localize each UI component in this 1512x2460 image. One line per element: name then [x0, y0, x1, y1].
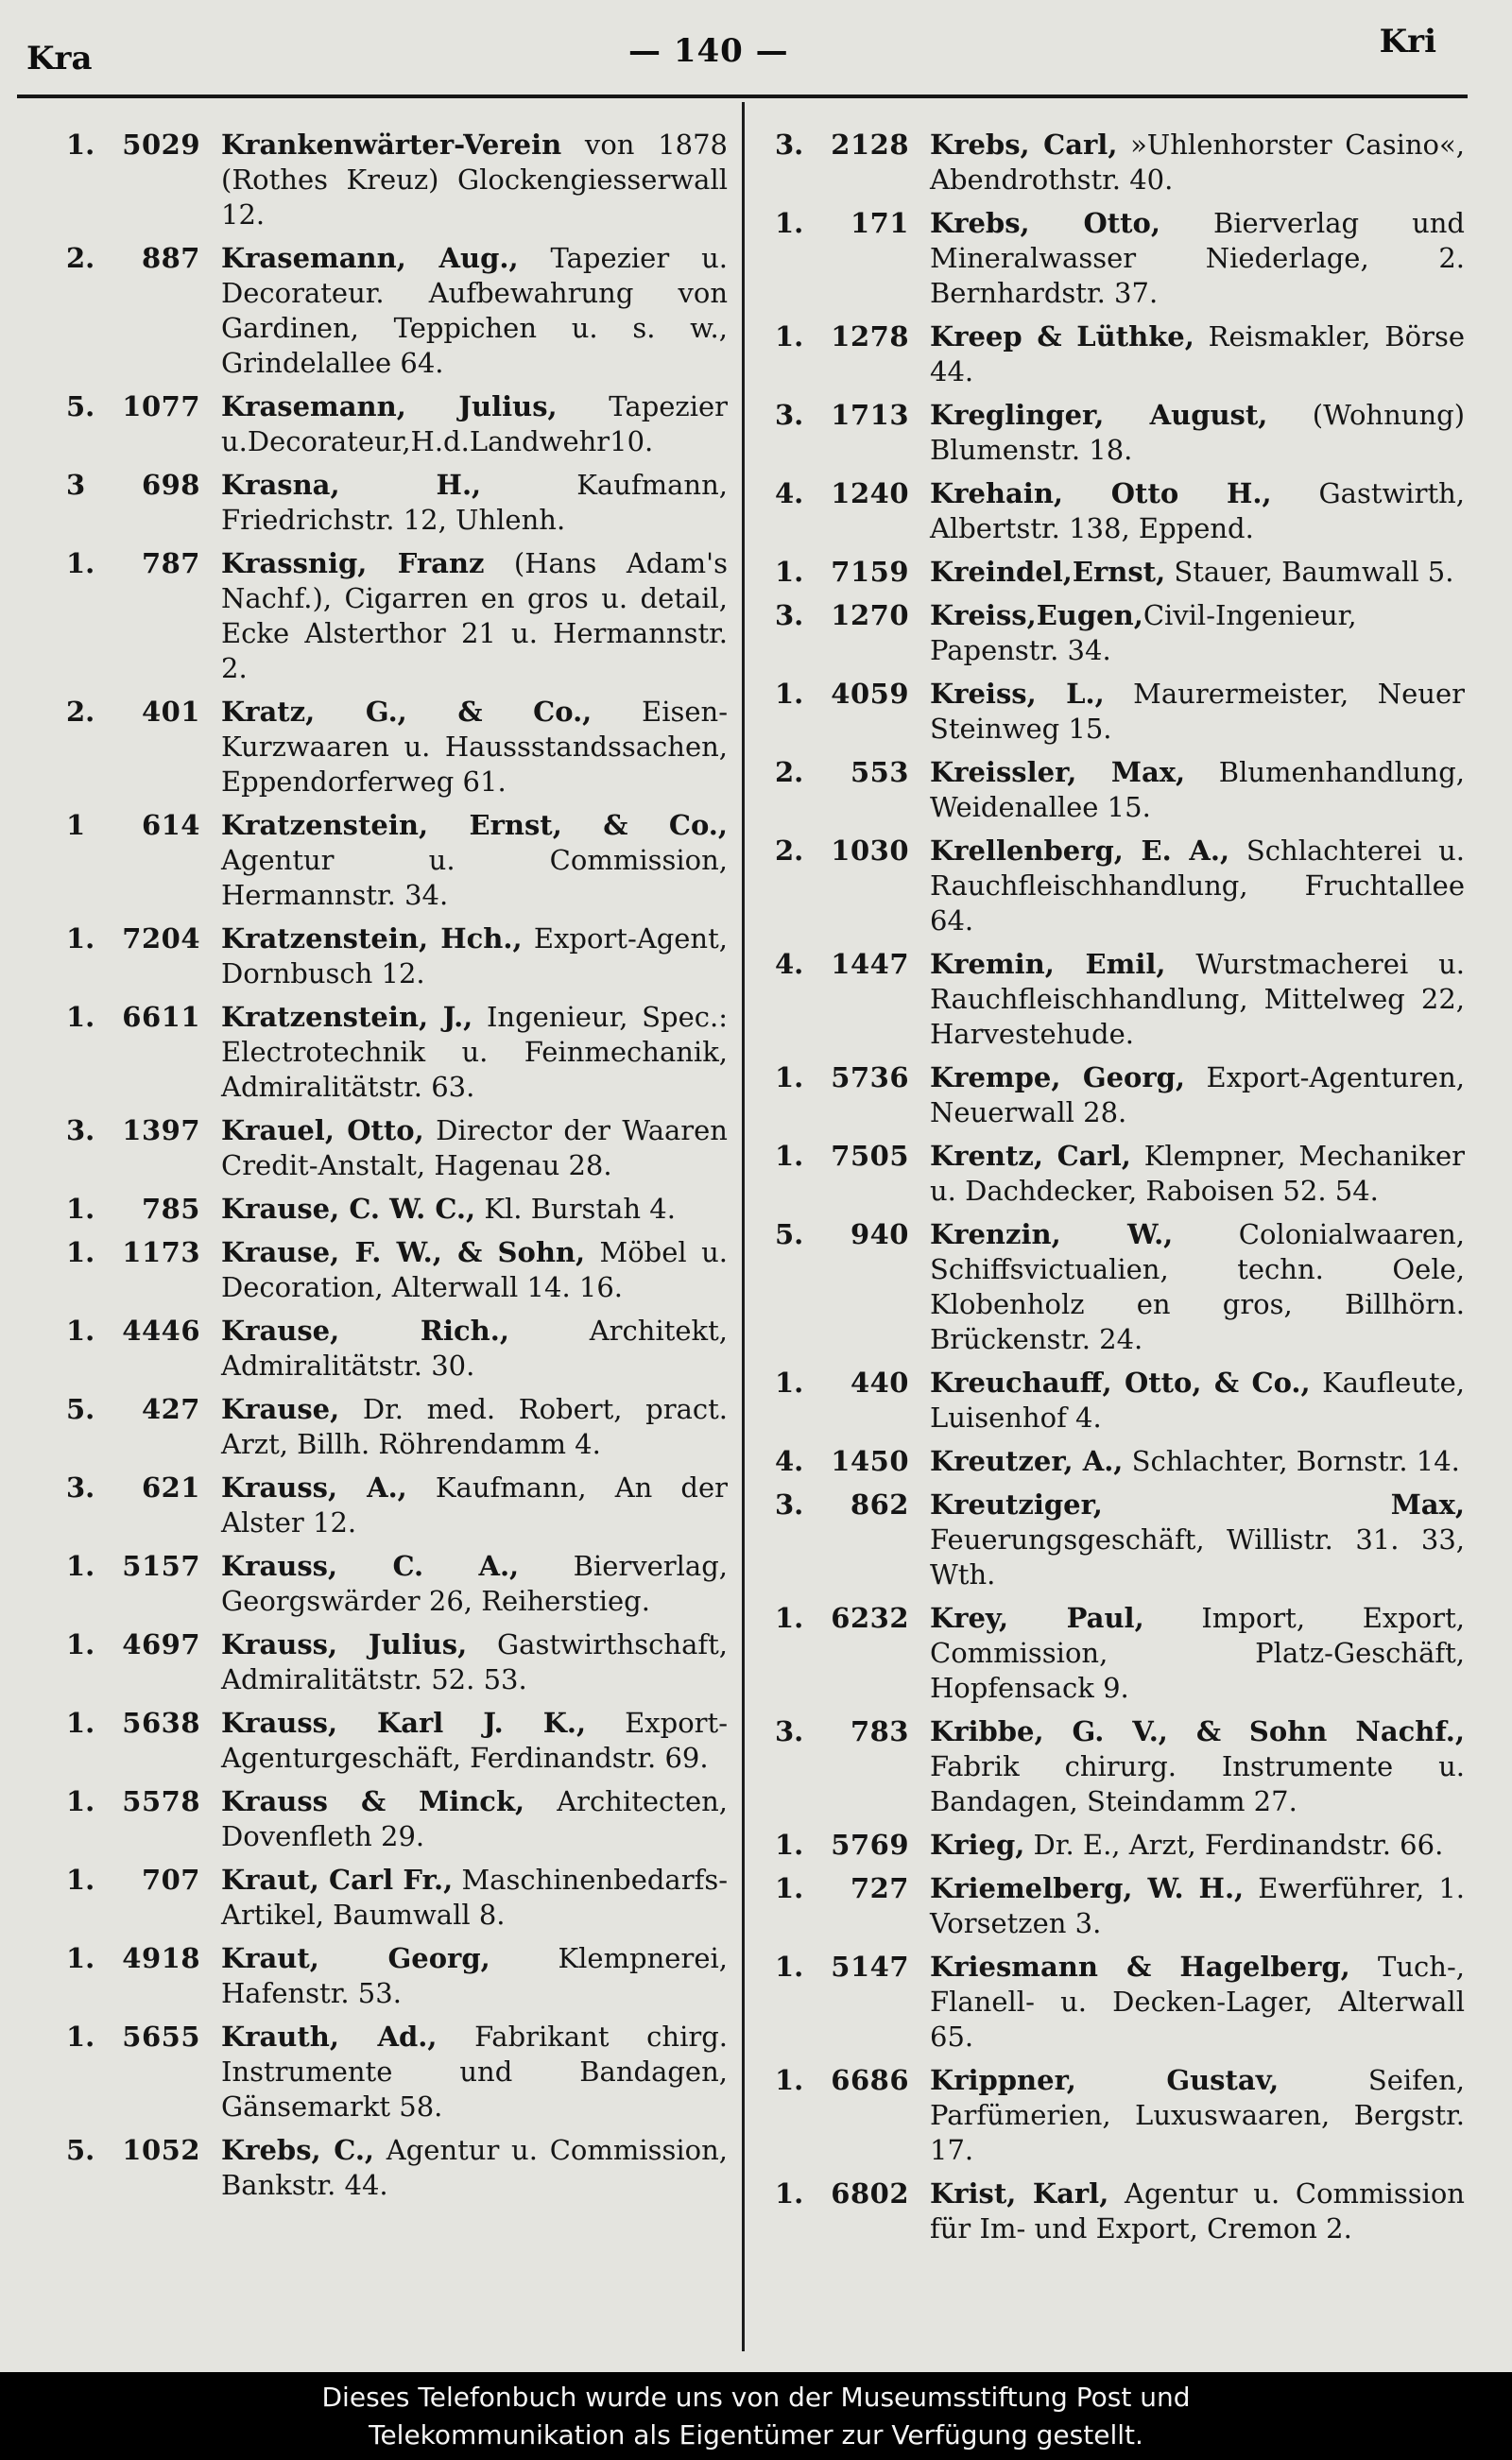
- phone-number: 1278: [831, 320, 909, 353]
- exchange-district: 1.: [775, 320, 804, 353]
- exchange-district: 2.: [66, 696, 95, 728]
- subscriber-details: Klempnerei, Hafenstr. 53.: [221, 1942, 728, 2009]
- phone-number: 6686: [831, 2064, 909, 2096]
- subscriber-name: Krause, Rich.,: [221, 1315, 509, 1347]
- exchange-district: 5.: [775, 1218, 804, 1250]
- entry-text: [930, 2063, 1465, 2168]
- directory-entry: [66, 1192, 728, 1227]
- entry-text: [930, 1871, 1465, 1941]
- subscriber-name: Krist, Karl,: [930, 2177, 1109, 2210]
- entry-text: [221, 1627, 728, 1697]
- directory-entry: [775, 398, 1465, 468]
- entry-text: [930, 128, 1465, 198]
- entry-text: [930, 598, 1465, 668]
- exchange-district: 1.: [66, 2021, 95, 2053]
- entry-text: [930, 319, 1465, 389]
- phone-number: 5736: [831, 1061, 909, 1093]
- directory-entry: [66, 1627, 728, 1697]
- exchange-district: 1.: [66, 1550, 95, 1582]
- subscriber-name: Kraut, Carl Fr.,: [221, 1864, 454, 1896]
- subscriber-details: Architekt, Admiralitätstr. 30.: [221, 1315, 728, 1382]
- subscriber-name: Krause, F. W., & Sohn,: [221, 1236, 586, 1268]
- header-range-start: Kra: [26, 40, 93, 77]
- entry-text: [221, 1000, 728, 1105]
- exchange-district: 2.: [66, 242, 95, 274]
- phone-number: 7505: [831, 1140, 909, 1172]
- exchange-district: 1.: [66, 1001, 95, 1033]
- subscriber-details: Fabrik chirurg. Instrumente u. Bandagen, Steindamm 27.: [930, 1750, 1465, 1817]
- entry-text: [930, 206, 1465, 311]
- subscriber-name: Krauss & Minck,: [221, 1785, 525, 1817]
- subscriber-details: Fabrikant chirg. Instrumente und Bandagen, Gänsemarkt 58.: [221, 2021, 728, 2123]
- exchange-district: 1.: [775, 1951, 804, 1983]
- directory-entry: [775, 2063, 1465, 2168]
- directory-entry: [66, 2133, 728, 2203]
- exchange-district: 3.: [775, 1715, 804, 1747]
- entry-text: [221, 468, 728, 538]
- directory-entry: [66, 1392, 728, 1462]
- exchange-district: 2.: [775, 756, 804, 788]
- subscriber-details: Kaufmann, Friedrichstr. 12, Uhlenh.: [221, 469, 728, 536]
- phone-number: 4918: [122, 1942, 200, 1974]
- phone-number: 862: [850, 1488, 909, 1521]
- subscriber-details: Schlachter, Bornstr. 14.: [1123, 1445, 1460, 1477]
- directory-entry: [66, 1784, 728, 1854]
- directory-entry: [775, 2176, 1465, 2246]
- exchange-district: 1.: [775, 556, 804, 588]
- directory-entry: [66, 1314, 728, 1384]
- subscriber-details: (Wohnung) Blumenstr. 18.: [930, 399, 1466, 466]
- phone-number: 614: [141, 809, 200, 841]
- subscriber-details: Feuerungsgeschäft, Willistr. 31. 33, Wth.: [930, 1523, 1465, 1591]
- entry-text: [221, 1549, 728, 1619]
- phone-number: 1240: [831, 477, 909, 509]
- subscriber-details: Agentur u. Commission für Im- und Export, Cremon 2.: [930, 2177, 1465, 2245]
- subscriber-details: (Hans Adam's Nachf.), Cigarren en gros u. detail, Ecke Alsterthor 21 u. Hermannstr. 2.: [221, 547, 728, 684]
- entry-text: [221, 389, 728, 459]
- subscriber-name: Kremin, Emil,: [930, 948, 1166, 980]
- directory-entry: [775, 1828, 1465, 1863]
- exchange-district: 1.: [775, 1829, 804, 1861]
- entry-text: [930, 1828, 1465, 1863]
- right-column: [775, 128, 1465, 2255]
- directory-entry: [66, 1235, 728, 1305]
- entry-text: [930, 476, 1465, 546]
- entry-text: [221, 2020, 728, 2125]
- entry-text: [930, 1366, 1465, 1436]
- subscriber-name: Kriesmann & Hagelberg,: [930, 1951, 1350, 1983]
- subscriber-details: Kaufleute, Luisenhof 4.: [930, 1367, 1465, 1434]
- directory-entry: [66, 1113, 728, 1183]
- phone-number: 427: [141, 1393, 200, 1425]
- subscriber-details: Dr. E., Arzt, Ferdinandstr. 66.: [1024, 1829, 1444, 1861]
- subscriber-name: Krauss, Karl J. K.,: [221, 1707, 587, 1739]
- directory-entry: [775, 1488, 1465, 1592]
- subscriber-details: Kl. Burstah 4.: [475, 1193, 676, 1225]
- phone-number: 401: [141, 696, 200, 728]
- subscriber-details: von 1878 (Rothes Kreuz) Glockengiesserwall 12.: [221, 129, 728, 231]
- exchange-district: 1.: [775, 2177, 804, 2210]
- directory-entry: [775, 598, 1465, 668]
- subscriber-details: Dr. med. Robert, pract. Arzt, Billh. Röhrendamm 4.: [221, 1393, 728, 1460]
- directory-entry: [66, 695, 728, 800]
- directory-entry: [66, 1706, 728, 1776]
- phone-number: 5157: [122, 1550, 200, 1582]
- directory-entry: [775, 1444, 1465, 1479]
- exchange-district: 5.: [66, 1393, 95, 1425]
- subscriber-name: Kreiss, L.,: [930, 678, 1105, 710]
- exchange-district: 1.: [66, 1707, 95, 1739]
- phone-number: 1077: [122, 390, 200, 422]
- subscriber-name: Kreuchauff, Otto, & Co.,: [930, 1367, 1311, 1399]
- subscriber-details: Architecten, Dovenfleth 29.: [221, 1785, 728, 1852]
- subscriber-name: Krause, C. W. C.,: [221, 1193, 476, 1225]
- subscriber-name: Krasemann, Julius,: [221, 390, 558, 422]
- subscriber-details: Tapezier u. Decorateur. Aufbewahrung von Gardinen, Teppichen u. s. w., Grindelallee 64.: [221, 242, 728, 379]
- entry-text: [221, 546, 728, 686]
- directory-entry: [775, 677, 1465, 747]
- exchange-district: 1.: [66, 1942, 95, 1974]
- directory-entry: [66, 1000, 728, 1105]
- directory-entry: [775, 319, 1465, 389]
- subscriber-name: Kratzenstein, Hch.,: [221, 922, 523, 955]
- entry-text: [221, 1706, 728, 1776]
- phone-number: 1447: [831, 948, 909, 980]
- subscriber-details: Wurstmacherei u. Rauchfleischhandlung, Mittelweg 22, Harvestehude.: [930, 948, 1465, 1050]
- subscriber-name: Kreep & Lüthke,: [930, 320, 1194, 353]
- subscriber-details: Reismakler, Börse 44.: [930, 320, 1465, 387]
- subscriber-details: Colonialwaaren, Schiffsvictualien, techn. Oele, Klobenholz en gros, Billhörn. Brückenstr. 24.: [930, 1218, 1465, 1355]
- phone-number: 6611: [122, 1001, 200, 1033]
- left-column: [66, 128, 728, 2211]
- entry-text: [930, 1601, 1465, 1706]
- subscriber-name: Krassnig, Franz: [221, 547, 485, 579]
- entry-text: [221, 1941, 728, 2011]
- subscriber-name: Krauss, Julius,: [221, 1628, 468, 1660]
- exchange-district: 1.: [66, 1864, 95, 1896]
- entry-text: [930, 1444, 1465, 1479]
- subscriber-name: Krebs, C.,: [221, 2134, 375, 2166]
- phone-number: 785: [141, 1193, 200, 1225]
- exchange-district: 3.: [775, 129, 804, 161]
- phone-number: 6232: [831, 1602, 909, 1634]
- phone-number: 787: [141, 547, 200, 579]
- subscriber-details: »Uhlenhorster Casino«, Abendrothstr. 40.: [930, 129, 1465, 196]
- exchange-district: 1.: [775, 1602, 804, 1634]
- phone-number: 440: [850, 1367, 909, 1399]
- phone-number: 5638: [122, 1707, 200, 1739]
- entry-text: [221, 1192, 728, 1227]
- subscriber-name: Kreindel,Ernst,: [930, 556, 1166, 588]
- subscriber-details: Agentur u. Commission, Bankstr. 44.: [221, 2134, 729, 2201]
- directory-entry: [66, 1941, 728, 2011]
- directory-entry: [66, 1471, 728, 1540]
- subscriber-details: Klempner, Mechaniker u. Dachdecker, Raboisen 52. 54.: [930, 1140, 1465, 1207]
- footer-notice: [0, 2372, 1512, 2460]
- entry-text: [221, 1314, 728, 1384]
- subscriber-name: Krempe, Georg,: [930, 1061, 1186, 1093]
- subscriber-name: Krebs, Otto,: [930, 207, 1160, 239]
- subscriber-details: Möbel u. Decoration, Alterwall 14. 16.: [221, 1236, 728, 1303]
- exchange-district: 1.: [775, 2064, 804, 2096]
- entry-text: [221, 1113, 728, 1183]
- entry-text: [221, 808, 728, 913]
- entry-text: [221, 695, 728, 800]
- exchange-district: 2.: [775, 834, 804, 867]
- entry-text: [221, 1471, 728, 1540]
- phone-number: 727: [850, 1872, 909, 1904]
- exchange-district: 1.: [775, 1367, 804, 1399]
- entry-text: [930, 1060, 1465, 1130]
- directory-entry: [66, 241, 728, 381]
- directory-entry: [66, 921, 728, 991]
- directory-entry: [66, 1549, 728, 1619]
- entry-text: [221, 241, 728, 381]
- phone-number: 7204: [122, 922, 200, 955]
- phone-number: 1397: [122, 1114, 200, 1146]
- phone-number: 4446: [122, 1315, 200, 1347]
- subscriber-name: Krause,: [221, 1393, 340, 1425]
- entry-text: [930, 1950, 1465, 2055]
- subscriber-details: Kaufmann, An der Alster 12.: [221, 1471, 728, 1539]
- exchange-district: 1.: [66, 547, 95, 579]
- directory-entry: [775, 1950, 1465, 2055]
- entry-text: [930, 398, 1465, 468]
- entry-text: [930, 834, 1465, 938]
- subscriber-name: Krasemann, Aug.,: [221, 242, 519, 274]
- phone-number: 5147: [831, 1951, 909, 1983]
- page-number: — 140 —: [628, 32, 789, 70]
- phone-number: 5769: [831, 1829, 909, 1861]
- phone-number: 887: [141, 242, 200, 274]
- header-range-end: Kri: [1379, 23, 1436, 60]
- directory-entry: [775, 1139, 1465, 1209]
- exchange-district: 3.: [775, 1488, 804, 1521]
- subscriber-name: Kribbe, G. V., & Sohn Nachf.,: [930, 1715, 1465, 1747]
- exchange-district: 1.: [66, 1785, 95, 1817]
- subscriber-details: Tapezier u.Decorateur,H.d.Landwehr10.: [221, 390, 728, 457]
- phone-number: 5029: [122, 129, 200, 161]
- subscriber-name: Krauel, Otto,: [221, 1114, 424, 1146]
- directory-entry: [775, 1217, 1465, 1357]
- phone-number: 7159: [831, 556, 909, 588]
- subscriber-name: Krebs, Carl,: [930, 129, 1118, 161]
- entry-text: [221, 1392, 728, 1462]
- page-header: [0, 17, 1512, 77]
- phone-number: 1173: [122, 1236, 200, 1268]
- directory-entry: [775, 1601, 1465, 1706]
- exchange-district: 3.: [775, 399, 804, 431]
- directory-entry: [775, 206, 1465, 311]
- phone-number: 1270: [831, 599, 909, 631]
- exchange-district: 3.: [66, 1471, 95, 1504]
- subscriber-details: Eisen-Kurzwaaren u. Haussstandssachen, Eppendorferweg 61.: [221, 696, 728, 798]
- subscriber-name: Krehain, Otto H.,: [930, 477, 1272, 509]
- subscriber-name: Kratzenstein, Ernst, & Co.,: [221, 809, 728, 841]
- subscriber-details: Civil-Ingenieur, Papenstr. 34.: [930, 599, 1357, 666]
- subscriber-name: Krenzin, W.,: [930, 1218, 1174, 1250]
- directory-entry: [775, 1366, 1465, 1436]
- phone-number: 553: [850, 756, 909, 788]
- directory-entry: [66, 808, 728, 913]
- exchange-district: 4.: [775, 948, 804, 980]
- directory-entry: [775, 834, 1465, 938]
- entry-text: [221, 921, 728, 991]
- subscriber-details: Export-Agenturen, Neuerwall 28.: [930, 1061, 1465, 1128]
- phone-number: 707: [141, 1864, 200, 1896]
- subscriber-name: Krippner, Gustav,: [930, 2064, 1280, 2096]
- subscriber-details: Import, Export, Commission, Platz-Geschäft, Hopfensack 9.: [930, 1602, 1465, 1704]
- entry-text: [930, 755, 1465, 825]
- phone-number: 5578: [122, 1785, 200, 1817]
- directory-entry: [775, 755, 1465, 825]
- subscriber-name: Kreglinger, August,: [930, 399, 1268, 431]
- subscriber-name: Krey, Paul,: [930, 1602, 1144, 1634]
- exchange-district: 1.: [775, 207, 804, 239]
- phone-number: 4697: [122, 1628, 200, 1660]
- subscriber-name: Kreutziger, Max,: [930, 1488, 1465, 1521]
- phone-number: 698: [141, 469, 200, 501]
- subscriber-name: Kratzenstein, J.,: [221, 1001, 473, 1033]
- exchange-district: 1.: [66, 129, 95, 161]
- directory-entry: [775, 1871, 1465, 1941]
- directory-entry: [775, 1714, 1465, 1819]
- directory-entry: [66, 1863, 728, 1933]
- subscriber-details: Gastwirth, Albertstr. 138, Eppend.: [930, 477, 1465, 544]
- directory-entry: [66, 468, 728, 538]
- phone-number: 6802: [831, 2177, 909, 2210]
- entry-text: [221, 2133, 728, 2203]
- footer-line-2: Telekommunikation als Eigentümer zur Verfügung gestellt.: [369, 2419, 1143, 2451]
- subscriber-name: Kraut, Georg,: [221, 1942, 490, 1974]
- directory-entry: [775, 128, 1465, 198]
- subscriber-name: Krauth, Ad.,: [221, 2021, 438, 2053]
- exchange-district: 1.: [775, 1061, 804, 1093]
- subscriber-details: Ewerführer, 1. Vorsetzen 3.: [930, 1872, 1465, 1939]
- header-rule: [17, 95, 1468, 98]
- exchange-district: 1.: [775, 678, 804, 710]
- subscriber-details: Bierverlag und Mineralwasser Niederlage, 2. Bernhardstr. 37.: [930, 207, 1465, 309]
- subscriber-details: Maschinenbedarfs-Artikel, Baumwall 8.: [221, 1864, 728, 1931]
- subscriber-name: Krauss, A.,: [221, 1471, 407, 1504]
- exchange-district: 5.: [66, 390, 95, 422]
- subscriber-name: Krieg,: [930, 1829, 1025, 1861]
- directory-entry: [66, 546, 728, 686]
- subscriber-details: Ingenieur, Spec.: Electrotechnik u. Feinmechanik, Admiralitätstr. 63.: [221, 1001, 728, 1103]
- subscriber-details: Director der Waaren Credit-Anstalt, Hagenau 28.: [221, 1114, 728, 1181]
- entry-text: [221, 128, 728, 232]
- phone-number: 5655: [122, 2021, 200, 2053]
- entry-text: [930, 677, 1465, 747]
- subscriber-name: Krasna, H.,: [221, 469, 482, 501]
- subscriber-details: Seifen, Parfümerien, Luxuswaaren, Bergstr. 17.: [930, 2064, 1465, 2166]
- phone-number: 2128: [831, 129, 909, 161]
- directory-entry: [775, 476, 1465, 546]
- phone-number: 1713: [831, 399, 909, 431]
- subscriber-details: Maurermeister, Neuer Steinweg 15.: [930, 678, 1465, 745]
- entry-text: [930, 555, 1465, 590]
- directory-entry: [66, 128, 728, 232]
- subscriber-details: Gastwirthschaft, Admiralitätstr. 52. 53.: [221, 1628, 728, 1695]
- entry-text: [930, 947, 1465, 1052]
- phone-number: 621: [141, 1471, 200, 1504]
- exchange-district: 3.: [66, 1114, 95, 1146]
- column-divider: [742, 102, 745, 2351]
- entry-text: [930, 1488, 1465, 1592]
- subscriber-name: Krauss, C. A.,: [221, 1550, 520, 1582]
- exchange-district: 3.: [775, 599, 804, 631]
- directory-entry: [775, 555, 1465, 590]
- subscriber-name: Krankenwärter-Verein: [221, 129, 562, 161]
- subscriber-name: Kratz, G., & Co.,: [221, 696, 593, 728]
- exchange-district: 1.: [66, 1193, 95, 1225]
- subscriber-name: Kreissler, Max,: [930, 756, 1186, 788]
- entry-text: [221, 1235, 728, 1305]
- subscriber-details: Agentur u. Commission, Hermannstr. 34.: [221, 844, 728, 911]
- exchange-district: 1.: [775, 1140, 804, 1172]
- exchange-district: 4.: [775, 477, 804, 509]
- subscriber-name: Kreutzer, A.,: [930, 1445, 1124, 1477]
- entry-text: [221, 1784, 728, 1854]
- subscriber-details: Schlachterei u. Rauchfleischhandlung, Fruchtallee 64.: [930, 834, 1465, 937]
- entry-text: [930, 1714, 1465, 1819]
- directory-entry: [775, 947, 1465, 1052]
- phone-number: 1030: [831, 834, 909, 867]
- entry-text: [930, 1139, 1465, 1209]
- subscriber-details: Tuch-, Flanell- u. Decken-Lager, Alterwall 65.: [930, 1951, 1465, 2053]
- phone-number: 783: [850, 1715, 909, 1747]
- subscriber-name: Kreiss,Eugen,: [930, 599, 1143, 631]
- entry-text: [221, 1863, 728, 1933]
- footer-line-1: Dieses Telefonbuch wurde uns von der Museumsstiftung Post und: [321, 2382, 1191, 2413]
- exchange-district: 1.: [66, 922, 95, 955]
- phone-number: 171: [850, 207, 909, 239]
- exchange-district: 3: [66, 469, 86, 501]
- subscriber-details: Export-Agenturgeschäft, Ferdinandstr. 69.: [221, 1707, 728, 1774]
- entry-text: [930, 1217, 1465, 1357]
- exchange-district: 5.: [66, 2134, 95, 2166]
- directory-entry: [66, 2020, 728, 2125]
- subscriber-name: Krellenberg, E. A.,: [930, 834, 1230, 867]
- exchange-district: 1.: [66, 1315, 95, 1347]
- directory-entry: [775, 1060, 1465, 1130]
- directory-entry: [66, 389, 728, 459]
- phone-number: 1450: [831, 1445, 909, 1477]
- phone-number: 4059: [831, 678, 909, 710]
- subscriber-details: Export-Agent, Dornbusch 12.: [221, 922, 728, 989]
- phone-number: 1052: [122, 2134, 200, 2166]
- exchange-district: 1: [66, 809, 86, 841]
- entry-text: [930, 2176, 1465, 2246]
- subscriber-name: Kriemelberg, W. H.,: [930, 1872, 1245, 1904]
- exchange-district: 1.: [66, 1236, 95, 1268]
- exchange-district: 1.: [66, 1628, 95, 1660]
- subscriber-name: Krentz, Carl,: [930, 1140, 1131, 1172]
- subscriber-details: Blumenhandlung, Weidenallee 15.: [930, 756, 1465, 823]
- phone-number: 940: [850, 1218, 909, 1250]
- exchange-district: 4.: [775, 1445, 804, 1477]
- subscriber-details: Stauer, Baumwall 5.: [1165, 556, 1454, 588]
- subscriber-details: Bierverlag, Georgswärder 26, Reiherstieg.: [221, 1550, 728, 1617]
- exchange-district: 1.: [775, 1872, 804, 1904]
